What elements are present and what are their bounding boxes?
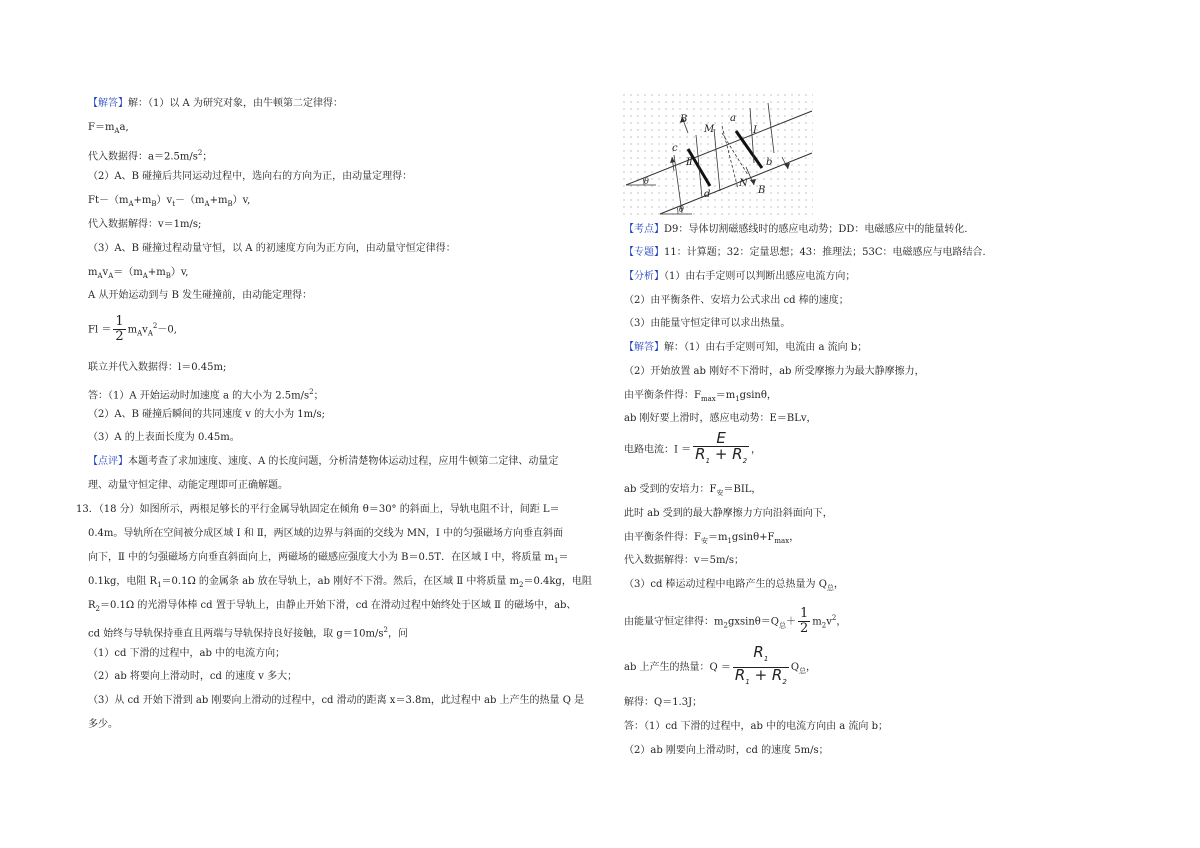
label-B-2: B <box>758 185 766 196</box>
solution-line-6: 代入数据解得：v＝1m/s; <box>88 219 202 230</box>
solution-r-line-2: （2）开始放置 ab 刚好不下滑时，ab 所受摩擦力为最大静摩擦力， <box>624 366 925 377</box>
problem-13-line-2: 0.4m。导轨所在空间被分成区域 Ⅰ 和 Ⅱ，两区域的边界与斜面的交线为 MN，Ⅰ 中的匀强磁场方向垂直斜面 <box>88 528 563 539</box>
solution-line-5: $Ft-(m_A+m_B)v_t-(m_A+m_B)v$, <box>88 195 251 208</box>
problem-13-line-1: 13．（18 分）如图所示，两根足够长的平行金属导轨固定在倾角 θ＝30° 的斜面上，导轨电阻不计，间距 L＝ <box>76 504 560 515</box>
analysis-line-3: （3）由能量守恒定律可以求出热量。 <box>624 318 791 329</box>
topic-tag: 【考点】 <box>624 224 664 235</box>
solution-line-1: 【解答】解：（1）以 A 为研究对象，由牛顿第二定律得： <box>88 98 343 109</box>
label-theta-2: θ <box>679 205 684 214</box>
solution-r-line-3: 由平衡条件得：$F_{max}=m_1gsin\theta$， <box>624 390 777 403</box>
question-3-line-1: （3）从 cd 开始下滑到 ab 刚要向上滑动的过程中，cd 滑动的距离 x＝3.8m，此过程中 ab 上产生的热量 Q 是 <box>88 695 585 706</box>
half-fraction-2: $\frac{1}{2}$ <box>799 606 809 637</box>
analysis-tag: 【分析】 <box>624 271 664 282</box>
problem-13-line-5: $R_2=0.1\Omega$ 的光滑导体棒 cd 置于导轨上，由静止开始下滑，cd 在滑动过程中始终处于区域 Ⅱ 的磁场中，ab、 <box>88 600 577 613</box>
label-d: d <box>704 189 711 200</box>
comment-line-2: 理、动量守恒定律、动能定理即可正确解题。 <box>88 480 288 491</box>
current-equation: 电路电流：I ＝ $\frac{E}{R_1 + R_2}$ ， <box>624 431 761 470</box>
solution-r-line-4: ab 刚好要上滑时，感应电动势：E＝BLv， <box>624 413 817 424</box>
question-1: （1）cd 下滑的过程中，ab 中的电流方向； <box>88 648 286 659</box>
label-B-1: B <box>680 114 688 125</box>
answer-line-1: 答：（1）A 开始运动时加速度 a 的大小为 $2.5m/s^2$； <box>88 388 324 402</box>
question-3-line-2: 多少。 <box>88 719 118 730</box>
half-fraction: $\frac{1}{2}$ <box>115 314 124 345</box>
ampere-force-line: ab 受到的安培力：$F_安=BIL$， <box>624 484 762 497</box>
energy-conservation-equation: 由能量守恒定律得：$m_2gxsin\theta=Q_总+$ $\frac{1}{2}$ $m_2v^2$， <box>624 606 847 637</box>
label-M: M <box>704 124 715 135</box>
rails-magnetic-field-figure <box>622 93 813 216</box>
solution-line-9: A 从开始运动到与 B 发生碰撞前，由动能定理得： <box>88 290 313 301</box>
label-theta-1: θ <box>644 177 649 186</box>
problem-13-line-6: cd 始终与导轨保持垂直且两端与导轨保持良好接触，取 $g=10m/s^2$，问 <box>88 626 408 640</box>
problem-13-line-3: 向下，Ⅱ 中的匀强磁场方向垂直斜面向上，两磁场的磁感应强度大小为 B＝0.5T．在区域 Ⅰ 中，将质量 $m_1=$ <box>88 552 569 565</box>
question-2: （2）ab 将要向上滑动时，cd 的速度 v 多大； <box>88 671 298 682</box>
topic-line: 【考点】D9：导体切割磁感线时的感应电动势；DD：电磁感应中的能量转化． <box>624 224 975 235</box>
solution-line-4: （2）A、B 碰撞后共同运动过程中，选向右的方向为正，由动量定理得： <box>88 171 413 182</box>
problem-13-line-4: 0.1kg，电阻 $R_1=0.1\Omega$ 的金属条 ab 放在导轨上，ab 刚好不下滑。然后，在区域 Ⅱ 中将质量 $m_2=0.4kg$，电阻 <box>88 576 592 589</box>
answer-line-2: （2）A、B 碰撞后瞬间的共同速度 v 的大小为 1m/s; <box>88 409 326 420</box>
solution-tag: 【解答】 <box>624 342 664 353</box>
kinetic-energy-equation: Fl ＝ $\frac{1}{2}$ $m_Av_A^2-0$, <box>88 314 177 345</box>
current-fraction: $\frac{E}{R_1 + R_2}$ <box>695 429 748 465</box>
category-line: 【专题】11：计算题；32：定量思想；43：推理法；53C：电磁感应与电路结合． <box>624 247 993 258</box>
solution-r-line-13: 解得：Q＝1.3J； <box>624 697 703 708</box>
answer-tag: 【解答】 <box>88 98 128 109</box>
solution-r-line-8: 由平衡条件得：$F_安=m_1gsin\theta+F_{max}$， <box>624 532 800 545</box>
solution-line-8: $m_Av_A=(m_A+m_B)v$, <box>88 267 189 280</box>
solution-r-line-1: 【解答】解：（1）由右手定则可知，电流由 a 流向 b； <box>624 342 868 353</box>
analysis-line-1: 【分析】（1）由右手定则可以判断出感应电流方向； <box>624 271 856 282</box>
comment-tag: 【点评】 <box>88 456 128 467</box>
solution-r-line-9: 代入数据解得：v＝5m/s； <box>624 555 744 566</box>
label-region-2: Ⅱ <box>686 157 693 168</box>
solution-r-line-7: 此时 ab 受到的最大静摩擦力方向沿斜面向下， <box>624 508 833 519</box>
heat-equation: ab 上产生的热量：Q ＝ $\frac{R_1}{R_1 + R_2}$ $Q_总$， <box>624 645 816 691</box>
solution-line-7: （3）A、B 碰撞过程动量守恒，以 A 的初速度方向为正方向，由动量守恒定律得： <box>88 243 456 254</box>
solution-line-2: $F=m_Aa$, <box>88 122 129 135</box>
label-c: c <box>672 143 678 154</box>
category-tag: 【专题】 <box>624 247 664 258</box>
answer-r-line-1: 答：（1）cd 下滑的过程中，ab 中的电流方向由 a 流向 b； <box>624 721 888 732</box>
answer-r-line-2: （2）ab 刚要向上滑动时，cd 的速度 5m/s； <box>624 745 829 756</box>
comment-line-1: 【点评】本题考查了求加速度、速度、A 的长度问题，分析清楚物体运动过程，应用牛顿第二定律、动量定 <box>88 456 559 467</box>
heat-fraction: $\frac{R_1}{R_1 + R_2}$ <box>734 643 787 686</box>
label-N: N <box>739 178 748 189</box>
label-region-1: Ⅰ <box>753 125 757 136</box>
label-b: b <box>766 157 773 168</box>
label-a: a <box>730 113 736 124</box>
answer-line-3: （3）A 的上表面长度为 0.45m。 <box>88 432 240 443</box>
solution-line-11: 联立并代入数据得：l＝0.45m; <box>88 362 227 373</box>
analysis-line-2: （2）由平衡条件、安培力公式求出 cd 棒的速度； <box>624 295 849 306</box>
solution-r-line-10: （3）cd 棒运动过程中电路产生的总热量为 $Q_总$， <box>624 579 844 592</box>
solution-line-3: 代入数据得：$a=2.5m/s^2$； <box>88 149 213 163</box>
